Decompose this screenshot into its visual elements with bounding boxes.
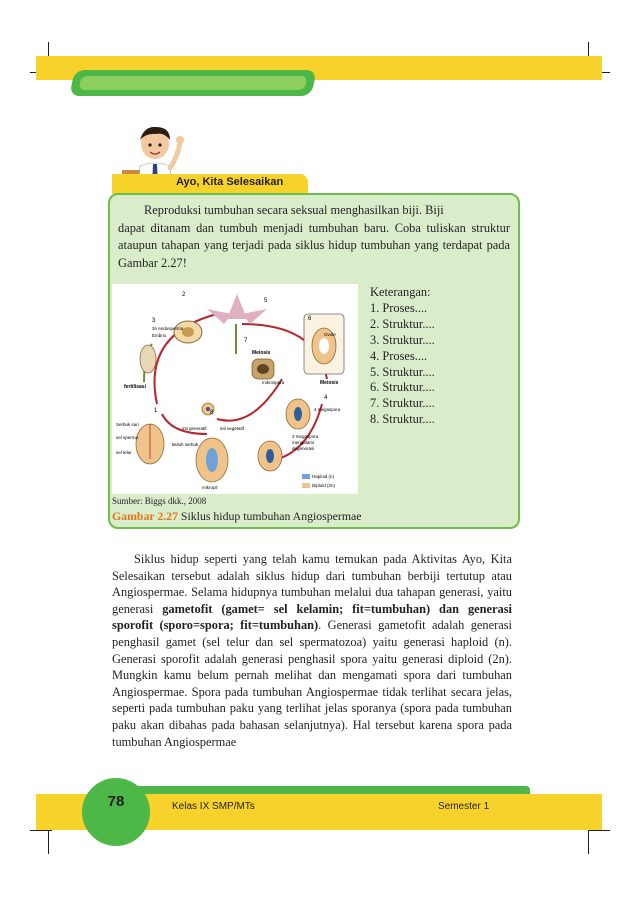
crop-mark [30,830,52,831]
legend-item: 3. Struktur.... [370,332,435,347]
label-diploid: Diploid (2n) [312,483,336,488]
angiosperm-life-cycle-diagram [112,284,358,494]
label-3: 3 [152,318,156,324]
page-number-circle [82,778,150,846]
label-megaspora: 4 megaspora [314,407,341,412]
label-ovule: Ovule [324,332,336,337]
label-7: 7 [244,338,248,344]
activity-intro [118,202,510,272]
legend-item: 6. Struktur.... [370,380,435,395]
figure-legend [370,285,435,428]
crop-mark [588,830,610,831]
activity-intro-line1: Reproduksi tumbuhan secara seksual menghasilkan biji. Biji [144,203,444,217]
label-endosperma: 3n endosperma [152,326,184,331]
label-1: 1 [154,408,158,414]
label-mikrospora: mikrospora [262,380,285,385]
figure-caption [112,509,361,524]
legend-item: 8. Struktur.... [370,412,435,427]
figure-source: Sumber: Biggs dkk., 2008 [112,496,207,506]
label-embrio: Embrio [152,333,167,338]
footer-green-strip [112,786,530,794]
figure-caption-number: Gambar 2.27 [112,509,178,523]
footer-class-label: Kelas IX SMP/MTs [172,801,255,812]
legend-item: 1. Proses.... [370,300,428,315]
label-5: 5 [264,298,268,304]
body-paragraph [112,551,512,750]
legend-item: 4. Proses.... [370,348,428,363]
label-sel-sperma: sel sperma [116,435,139,440]
label-4: 4 [324,395,328,401]
label-megaspora3: 3 megaspora [292,434,319,439]
legend-item: 7. Struktur.... [370,396,435,411]
label-inti-vegetatif: inti vegetatif [220,426,245,431]
label-serbuk-sari: Serbuk sari [116,422,139,427]
label-fertilisasi: fertilisasi [124,384,146,390]
activity-title: Ayo, Kita Selesaikan [176,176,284,188]
label-meiosis-right: Meiosis [320,380,339,386]
page-number: 78 [107,793,125,810]
body-text-1: Siklus hidup seperti yang telah kamu temukan pada Aktivitas Ayo, Kita Selesaikan tersebut adalah siklus hidup dari tumbuhan berbiji tertutup atau Angiospermae. Selama hidupnya tumbuhan melalui dua tahapan generasi, yaitu generasi [112,552,512,616]
label-degenerasi: degenerasi [292,446,315,451]
header-green-tab-inner [79,76,308,90]
footer-semester-label: Semester 1 [438,801,490,812]
legend-title: Keterangan: [370,285,431,299]
label-mikropil: mikropil [202,485,218,490]
label-8: 8 [210,410,214,416]
body-bold-terms: gametofit (gamet= sel kelamin; fit=tumbuhan) dan generasi sporofit (sporo=spora; fit=tumbuhan) [112,601,512,633]
label-haploid: Haploid (n) [312,474,335,479]
body-text-2: . Generasi gametofit adalah generasi penghasil gamet (sel telur dan sel spermatozoa) yaitu generasi haploid (n). Generasi sporofit adalah generasi penghasil spora yaitu generasi diploid (2n). Mungkin kamu belum pernah melihat dan mengamati spora dari tumbuhan Angiospermae. Spora pada tumbuhan Angiospermae tidak terlihat secara jelas, seperti pada tumbuhan paku yang terlihat jelas sporanya (spora pada tumbuhan paku akan dibahas pada bahasan selanjutnya). Hal tersebut karena spora pada tumbuhan Angiospermae [112,618,512,749]
label-2: 2 [182,292,186,298]
legend-item: 5. Struktur.... [370,364,435,379]
label-inti-generatif: inti generatif [182,426,207,431]
label-buluh-serbuk: Buluh serbuk [172,442,199,447]
label-meiosis-top: Meiosis [252,350,271,356]
label-sel-telur: sel telur [116,450,132,455]
activity-intro-rest: dapat ditanam dan tumbuh menjadi tumbuhan baru. Coba tuliskan struktur ataupun tahapan yang terjadi pada siklus hidup tumbuhan yang terdapat pada Gambar 2.27! [118,220,510,270]
legend-item: 2. Struktur.... [370,316,435,331]
figure-caption-text: Siklus hidup tumbuhan Angiospermae [177,509,362,523]
label-mengalami: mengalami [292,440,315,445]
label-6: 6 [308,316,312,322]
